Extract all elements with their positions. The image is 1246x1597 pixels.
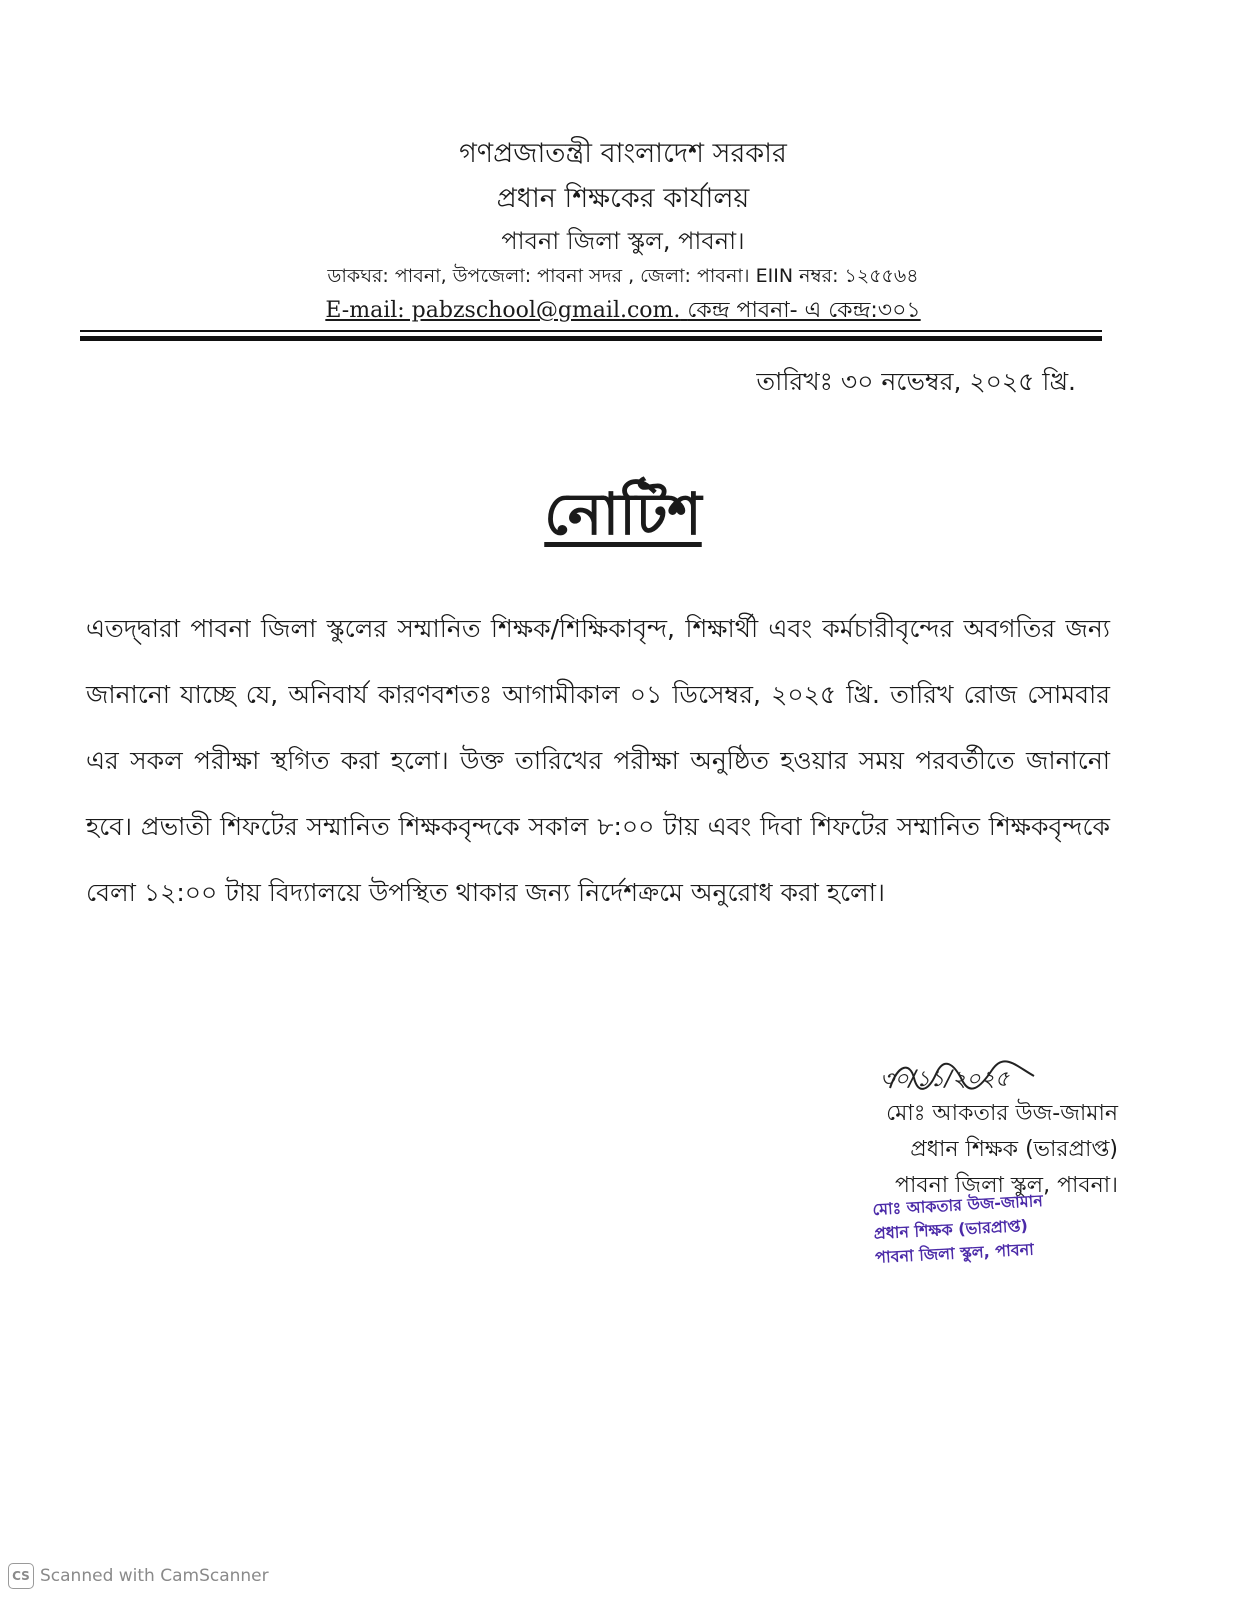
header-email: E-mail: pabzschool@gmail.com.: [325, 298, 681, 323]
official-seal-stamp: [872, 1189, 1046, 1270]
header-office: প্রধান শিক্ষকের কার্যালয়: [496, 183, 750, 214]
signatory-name: মোঃ আকতার উজ-জামান: [886, 1101, 1118, 1126]
seal-line-name: মোঃ আকতার উজ-জামান: [872, 1191, 1044, 1219]
scanner-text: Scanned with CamScanner: [40, 1566, 269, 1586]
notice-title: নোটিশ: [544, 480, 702, 548]
header-centre: কেন্দ্র পাবনা- এ কেন্দ্র:৩০১: [687, 298, 921, 323]
header-school: পাবনা জিলা স্কুল, পাবনা।: [501, 227, 745, 255]
header-divider-thin: [80, 330, 1102, 332]
signature-date: ৩০/১১/২০২৫: [880, 1067, 1010, 1092]
camscanner-logo-icon: CS: [8, 1563, 34, 1589]
signatory-institution: পাবনা জিলা স্কুল, পাবনা।: [895, 1173, 1118, 1198]
header-government: গণপ্রজাতন্ত্রী বাংলাদেশ সরকার: [459, 138, 787, 169]
header-divider-thick: [80, 336, 1102, 341]
header-address: ডাকঘর: পাবনা, উপজেলা: পাবনা সদর , জেলা: পাবনা। EIIN নম্বর: ১২৫৫৬৪: [327, 265, 919, 287]
seal-line-designation: প্রধান শিক্ষক (ভারপ্রাপ্ত): [873, 1215, 1029, 1243]
header-contact: [0, 293, 1246, 330]
signatory-designation: প্রধান শিক্ষক (ভারপ্রাপ্ত): [910, 1137, 1118, 1162]
scanner-watermark: [8, 1563, 269, 1589]
notice-date: তারিখঃ ৩০ নভেম্বর, ২০২৫ খ্রি.: [756, 367, 1076, 396]
notice-body: এতদ্দ্বারা পাবনা জিলা স্কুলের সম্মানিত শিক্ষক/শিক্ষিকাবৃন্দ, শিক্ষার্থী এবং কর্মচারীবৃন্দের অবগতির জন্য জানানো যাচ্ছে যে, অনিবার্য কারণবশতঃ আগামীকাল ০১ ডিসেম্বর, ২০২৫ খ্রি. তারিখ রোজ সোমবার এর সকল পরীক্ষা স্থগিত করা হলো। উক্ত তারিখের পরীক্ষা অনুষ্ঠিত হওয়ার সময় পরবর্তীতে জানানো হবে। প্রভাতী শিফটের সম্মানিত শিক্ষকবৃন্দকে সকাল ৮:০০ টায় এবং দিবা শিফটের সম্মানিত শিক্ষকবৃন্দকে বেলা ১২:০০ টায় বিদ্যালয়ে উপস্থিত থাকার জন্য নির্দেশক্রমে অনুরোধ করা হলো।: [86, 614, 1110, 907]
seal-line-institution: পাবনা জিলা স্কুল, পাবনা: [874, 1239, 1035, 1267]
